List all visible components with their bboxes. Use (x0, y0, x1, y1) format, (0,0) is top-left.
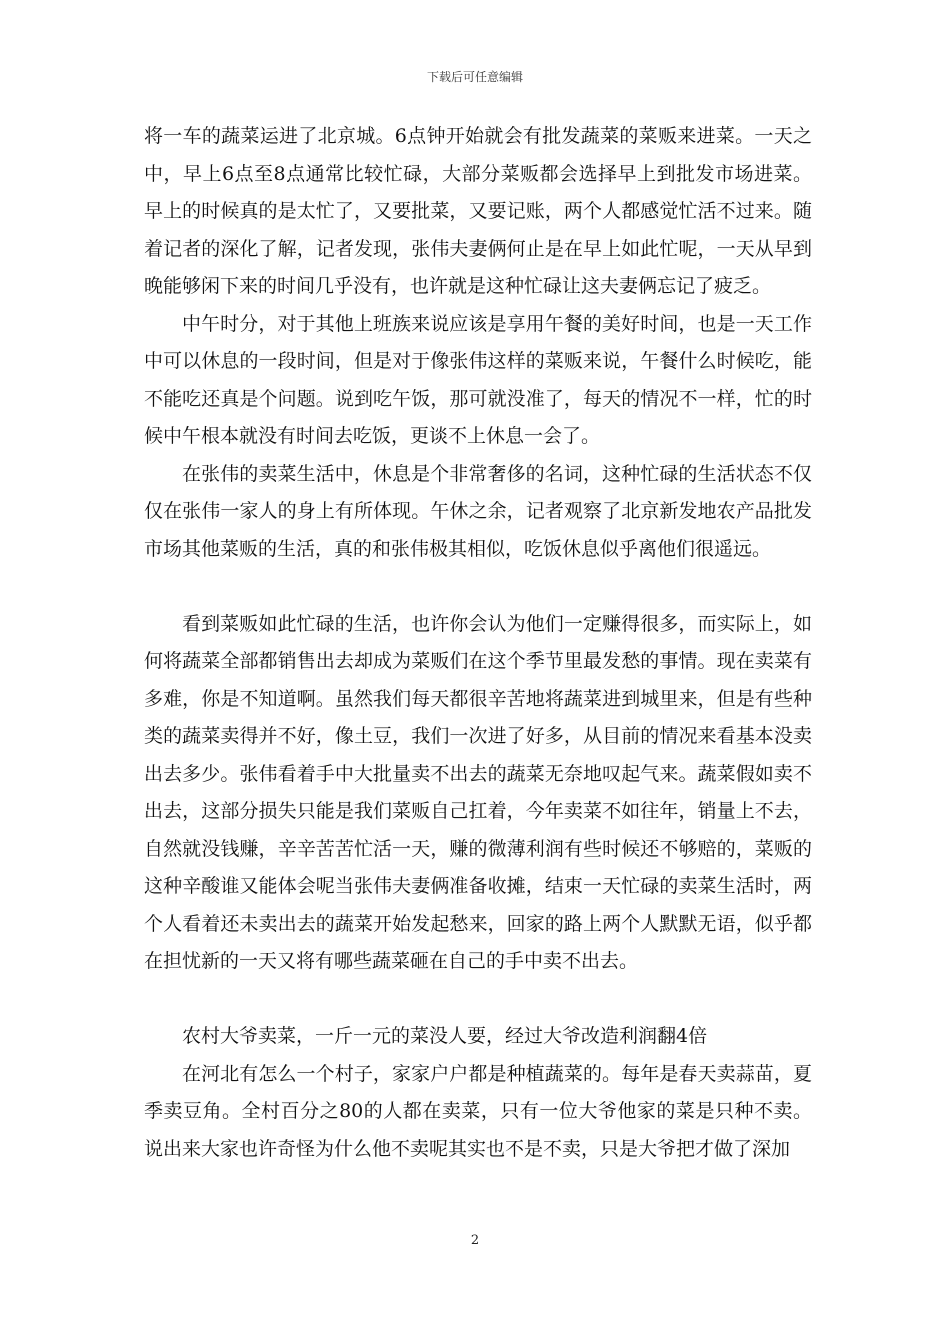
section-heading: 农村大爷卖菜，一斤一元的菜没人要，经过大爷改造利润翻4倍 (182, 1025, 708, 1047)
paragraph-5: 在河北有怎么一个村子，家家户户都是种植蔬菜的。每年是春天卖蒜苗，夏季卖豆角。全村百分之80的人都在卖菜，只有一位大爷他家的菜是只种不卖。说出来大家也许奇怪为什么他不卖呢其实也不是不卖，只是大爷把才做了深加 (144, 1062, 812, 1160)
document-body (144, 118, 812, 1168)
page-header: 下载后可任意编辑 (426, 70, 523, 84)
paragraph-3: 在张伟的卖菜生活中，休息是个非常奢侈的名词，这种忙碌的生活状态不仅仅在张伟一家人的身上有所体现。午休之余，记者观察了北京新发地农产品批发市场其他菜贩的生活，真的和张伟极其相似，吃饭休息似乎离他们很遥远。 (144, 462, 812, 560)
paragraph-2: 中午时分，对于其他上班族来说应该是享用午餐的美好时间，也是一天工作中可以休息的一段时间，但是对于像张伟这样的菜贩来说，午餐什么时候吃，能不能吃还真是个问题。说到吃午饭，那可就没准了，每天的情况不一样，忙的时候中午根本就没有时间去吃饭，更谈不上休息一会了。 (144, 312, 812, 447)
paragraph-1: 将一车的蔬菜运进了北京城。6点钟开始就会有批发蔬菜的菜贩来进菜。一天之中，早上6点至8点通常比较忙碌，大部分菜贩都会选择早上到批发市场进菜。早上的时候真的是太忙了，又要批菜，又要记账，两个人都感觉忙活不过来。随着记者的深化了解，记者发现，张伟夫妻俩何止是在早上如此忙呢，一天从早到晚能够闲下来的时间几乎没有，也许就是这种忙碌让这夫妻俩忘记了疲乏。 (144, 125, 812, 297)
page-number: 2 (470, 1233, 480, 1248)
paragraph-4: 看到菜贩如此忙碌的生活，也许你会认为他们一定赚得很多，而实际上，如何将蔬菜全部都销售出去却成为菜贩们在这个季节里最发愁的事情。现在卖菜有多难，你是不知道啊。虽然我们每天都很辛苦地将蔬菜进到城里来，但是有些种类的蔬菜卖得并不好，像土豆，我们一次进了好多，从目前的情况来看基本没卖出去多少。张伟看着手中大批量卖不出去的蔬菜无奈地叹起气来。蔬菜假如卖不出去，这部分损失只能是我们菜贩自己扛着，今年卖菜不如往年，销量上不去，自然就没钱赚，辛辛苦苦忙活一天，赚的微薄利润有些时候还不够赔的，菜贩的这种辛酸谁又能体会呢当张伟夫妻俩准备收摊，结束一天忙碌的卖菜生活时，两个人看着还未卖出去的蔬菜开始发起愁来，回家的路上两个人默默无语，似乎都在担忧新的一天又将有哪些蔬菜砸在自己的手中卖不出去。 (144, 612, 812, 972)
